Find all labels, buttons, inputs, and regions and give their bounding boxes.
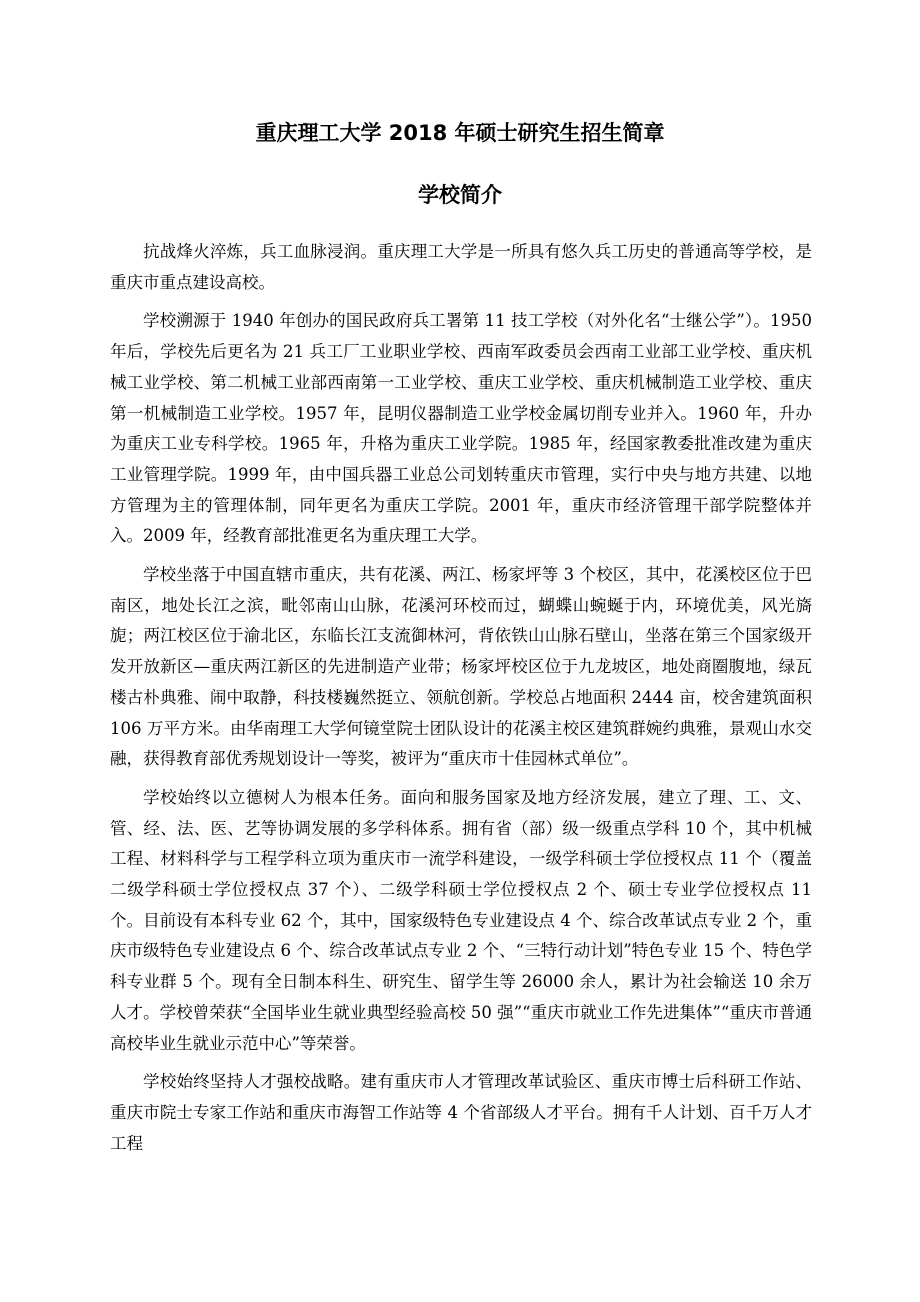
paragraph: 抗战烽火淬炼，兵工血脉浸润。重庆理工大学是一所具有悠久兵工历史的普通高等学校，是重庆市重点建设高校。 xyxy=(110,242,812,292)
paragraph: 学校坐落于中国直辖市重庆，共有花溪、两江、杨家坪等 3 个校区，其中，花溪校区位于巴南区，地处长江之滨，毗邻南山山脉，花溪河环校而过，蝴蝶山蜿蜒于内，环境优美，风光旖旎；两江校区位于渝北区，东临长江支流御林河，背依铁山山脉石壁山，坐落在第三个国家级开发开放新区—重庆两江新区的先进制造产业带；杨家坪校区位于九龙坡区，地处商圈腹地，绿瓦楼古朴典雅、闹中取静，科技楼巍然挺立、领航创新。学校总占地面积 2444 亩，校舍建筑面积 106 万平方米。由华南理工大学何镜堂院士团队设计的花溪主校区建筑群婉约典雅，景观山水交融，获得教育部优秀规划设计一等奖，被评为“重庆市十佳园林式单位”。 xyxy=(110,565,812,769)
paragraph: 学校始终坚持人才强校战略。建有重庆市人才管理改革试验区、重庆市博士后科研工作站、重庆市院士专家工作站和重庆市海智工作站等 4 个省部级人才平台。拥有千人计划、百千万人才工程 xyxy=(110,1072,812,1153)
document-title: 重庆理工大学 2018 年硕士研究生招生简章 xyxy=(255,121,665,145)
body-text xyxy=(110,237,812,1167)
paragraph: 学校始终以立德树人为根本任务。面向和服务国家及地方经济发展，建立了理、工、文、管、经、法、医、艺等协调发展的多学科体系。拥有省（部）级一级重点学科 10 个，其中机械工程、材料科学与工程学科立项为重庆市一流学科建设，一级学科硕士学位授权点 11 个（覆盖二级学科硕士学位授权点 37 个）、二级学科硕士学位授权点 2 个、硕士专业学位授权点 11 个。目前设有本科专业 62 个，其中，国家级特色专业建设点 4 个、综合改革试点专业 2 个，重庆市级特色专业建设点 6 个、综合改革试点专业 2 个、“三特行动计划”特色专业 15 个、特色学科专业群 5 个。现有全日制本科生、研究生、留学生等 26000 余人，累计为社会输送 10 余万人才。学校曾荣获“全国毕业生就业典型经验高校 50 强”“重庆市就业工作先进集体”“重庆市普通高校毕业生就业示范中心”等荣誉。 xyxy=(110,787,812,1053)
section-heading: 学校简介 xyxy=(418,183,502,207)
paragraph: 学校溯源于 1940 年创办的国民政府兵工署第 11 技工学校（对外化名“士继公学”）。1950 年后，学校先后更名为 21 兵工厂工业职业学校、西南军政委员会西南工业部工业学校、重庆机械工业学校、第二机械工业部西南第一工业学校、重庆工业学校、重庆机械制造工业学校、重庆第一机械制造工业学校。1957 年，昆明仪器制造工业学校金属切削专业并入。1960 年，升办为重庆工业专科学校。1965 年，升格为重庆工业学院。1985 年，经国家教委批准改建为重庆工业管理学院。1999 年，由中国兵器工业总公司划转重庆市管理，实行中央与地方共建、以地方管理为主的管理体制，同年更名为重庆工学院。2001 年，重庆市经济管理干部学院整体并入。2009 年，经教育部批准更名为重庆理工大学。 xyxy=(110,311,812,546)
